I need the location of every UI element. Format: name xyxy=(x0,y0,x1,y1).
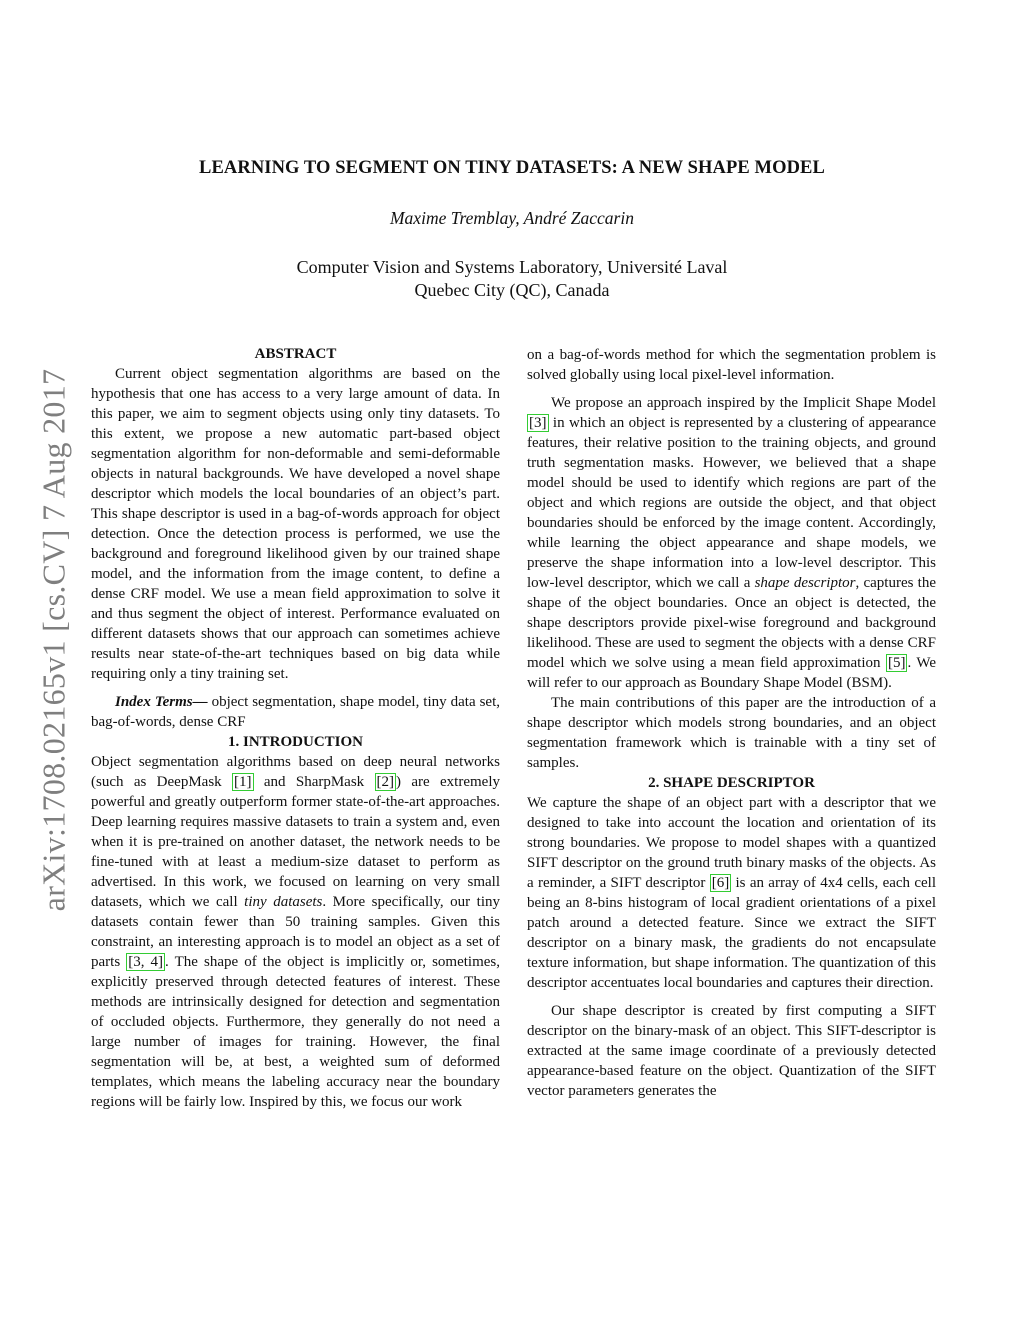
left-column xyxy=(91,344,500,1112)
citation-link[interactable]: [5] xyxy=(887,655,906,671)
shape-descriptor-paragraph-1 xyxy=(527,793,936,993)
paper-title: LEARNING TO SEGMENT ON TINY DATASETS: A NEW SHAPE MODEL xyxy=(199,158,825,178)
citation-link[interactable]: [3] xyxy=(529,415,547,431)
abstract-heading: ABSTRACT xyxy=(254,346,337,362)
emphasis-text: shape descriptor xyxy=(754,575,856,591)
text-run: in which an object is represented by a clustering of appearance features, their relative position to the training objects, and ground truth segmentation masks. However, we believed that a shape model should be used to identify which regions are part of the object and which regions are outside the object, and that object boundaries should be enforced by the image content. Accordingly, while learning the object appearance and shape models, we preserve the shape information into a low-level descriptor. This low-level descriptor, which we call a xyxy=(527,415,936,591)
index-terms xyxy=(91,692,500,732)
introduction-paragraph-1-continued: on a bag-of-words method for which the segmentation problem is solved globally using local pixel-level information. xyxy=(527,347,936,383)
introduction-paragraph-3: The main contributions of this paper are the introduction of a shape descriptor which models strong boundaries, and an object segmentation framework which is trainable with a tiny set of samples. xyxy=(527,695,936,771)
emphasis-text: tiny datasets xyxy=(244,894,323,910)
shape-descriptor-heading: 2. SHAPE DESCRIPTOR xyxy=(648,775,815,791)
right-column xyxy=(527,345,936,1101)
text-run: We capture the shape of an object part with a descriptor that we designed to take into account the location and orientation of its strong boundaries. We propose to model shapes with a quantized SIFT descriptor on the ground truth binary masks of the objects. As a reminder, a SIFT descriptor xyxy=(527,795,936,891)
introduction-heading: 1. INTRODUCTION xyxy=(227,734,363,750)
text-run: ) are extremely powerful and greatly outperform former state-of-the-art approaches. Deep learning requires massive datasets to train a system and, even when it is pre-trained on another dataset, the network needs to be fine-tuned with at least a medium-size dataset to perform as advertised. In this work, we focused on learning on very small datasets, which we call xyxy=(91,774,500,910)
text-run: We propose an approach inspired by the Implicit Shape Model xyxy=(551,395,936,411)
abstract-text: Current object segmentation algorithms are based on the hypothesis that one has access to a very large amount of data. In this paper, we aim to segment objects using only tiny datasets. To this extent, we propose a new automatic part-based object segmentation algorithm for non-deformable and semi-deformable objects in natural backgrounds. We have developed a novel shape descriptor which models the local boundaries of an object’s part. This shape descriptor is used in a bag-of-words approach for object detection. Once the detection process is performed, we use the background and foreground likelihood given by our trained shape model, and the information from the image content, to define a dense CRF model. We use a mean field approximation to solve it and thus segment the object of interest. Performance evaluated on different datasets shows that our approach can sometimes achieve results near state-of-the-art techniques based on big data while requiring only a tiny training set. xyxy=(91,366,500,682)
paper-affiliation xyxy=(0,256,1024,302)
text-run: . We will refer to our approach as Boundary Shape Model (BSM). xyxy=(527,655,936,691)
affiliation-line-1: Computer Vision and Systems Laboratory, Université Laval xyxy=(296,257,728,277)
introduction-paragraph-1 xyxy=(91,752,500,1112)
index-terms-list: object segmentation, shape model, tiny data set, bag-of-words, dense CRF xyxy=(91,694,500,730)
introduction-paragraph-2 xyxy=(527,393,936,693)
citation-link[interactable]: [1] xyxy=(234,774,252,790)
citation-link[interactable]: [2] xyxy=(376,774,395,790)
text-run: and SharpMask xyxy=(253,774,375,790)
text-run: Object segmentation algorithms based on deep neural networks (such as DeepMask xyxy=(91,754,500,790)
arxiv-identifier-stamp: arXiv:1708.02165v1 [cs.CV] 7 Aug 2017 xyxy=(35,368,72,912)
text-run: . More specifically, our tiny datasets contain fewer than 50 training samples. Given this constraint, an interesting approach is to model an object as a set of parts xyxy=(91,894,500,970)
citation-link[interactable]: [6] xyxy=(711,875,730,891)
paper-authors: Maxime Tremblay, André Zaccarin xyxy=(389,208,634,228)
citation-link[interactable]: [3, 4] xyxy=(128,954,164,970)
text-run: , captures the shape of the object boundaries. Once an object is detected, the shape descriptors provide pixel-wise foreground and background likelihood. These are used to segment the objects with a dense CRF model which we solve using a mean field approximation xyxy=(527,575,936,671)
index-terms-label: Index Terms— xyxy=(115,694,208,710)
affiliation-line-2: Quebec City (QC), Canada xyxy=(414,280,610,300)
text-run: . The shape of the object is implicitly or, sometimes, explicitly preserved through detected features of interest. These methods are intrinsically designed for detection and segmentation of occluded objects. Furthermore, they generally do not need a large number of images for training. However, the final segmentation will be, at best, a weighted sum of deformed templates, which means the labeling accuracy near the boundary regions will be fairly low. Inspired by this, we focus our work xyxy=(91,954,500,1110)
shape-descriptor-paragraph-2: Our shape descriptor is created by first computing a SIFT descriptor on the binary-mask of an object. This SIFT-descriptor is extracted at the same image coordinate of a previously detected appearance-based feature on the object. Quantization of the SIFT vector parameters generates the xyxy=(527,1003,936,1099)
text-run: is an array of 4x4 cells, each cell being an 8-bins histogram of local gradient orientations of a pixel patch around a detected feature. Since we extract the SIFT descriptor on a binary mask, the gradients do not encapsulate texture information, but shape information. The quantization of this descriptor accentuates local boundaries and captures their direction. xyxy=(527,875,936,991)
